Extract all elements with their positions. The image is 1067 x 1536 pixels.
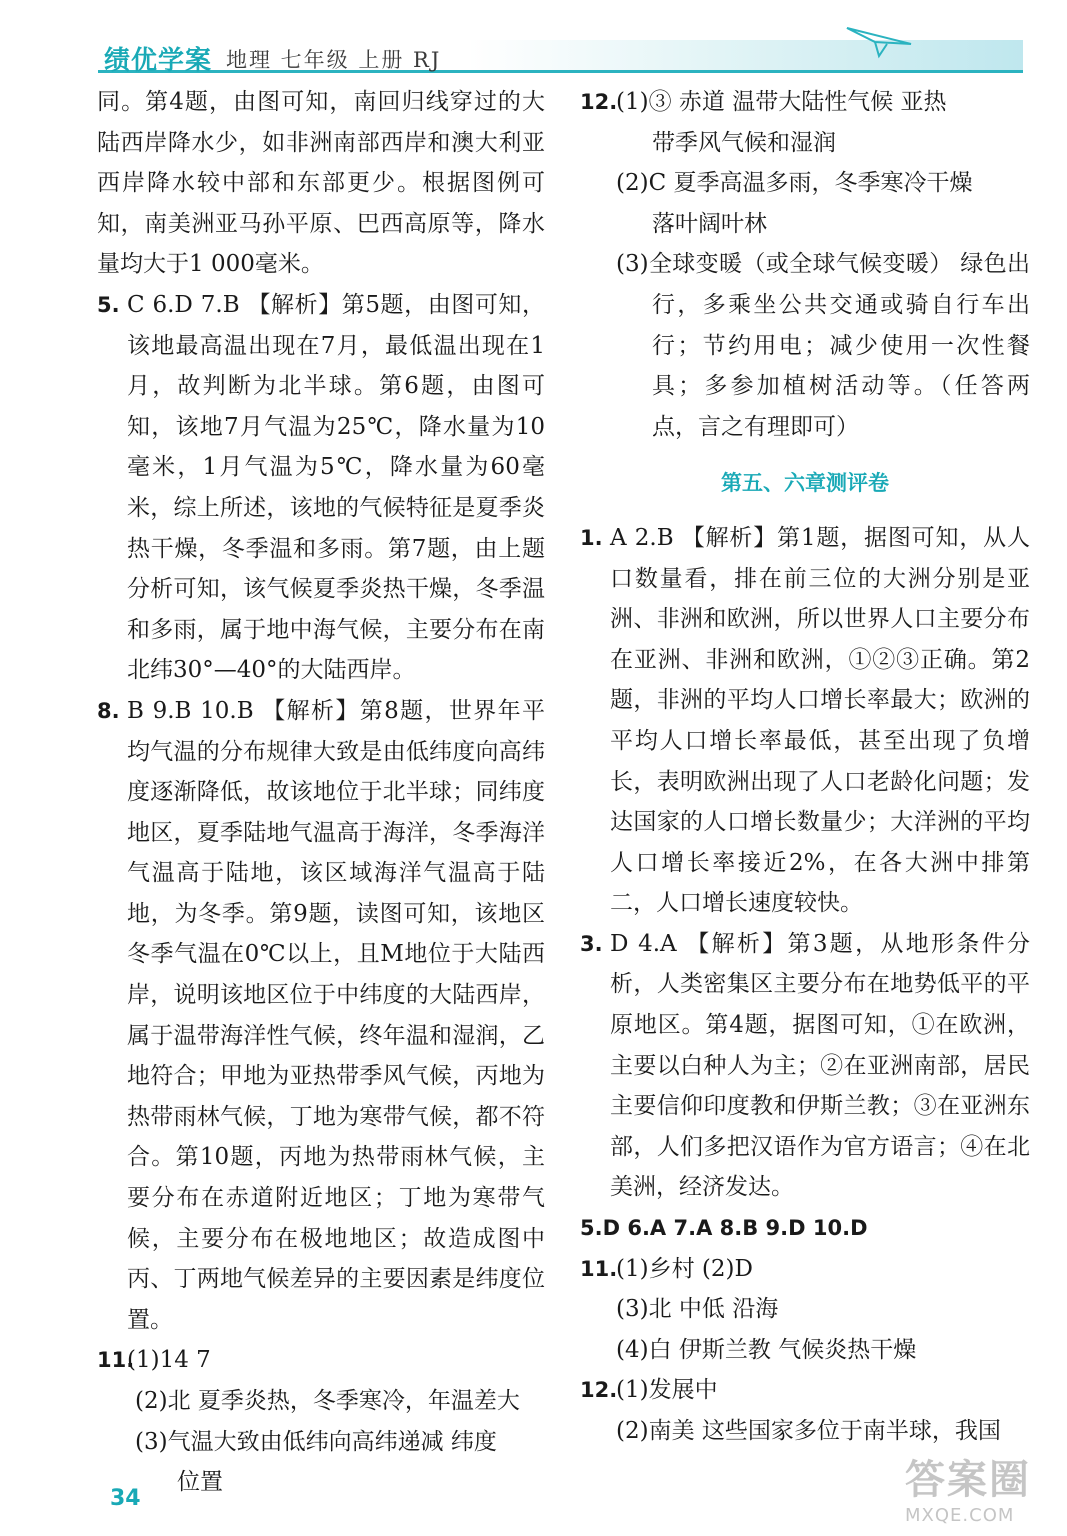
paragraph-continued: 同。第4题，由图可知，南回归线穿过的大陆西岸降水少，如非洲南部西岸和澳大利亚西岸降水较中部和东部更少。根据图例可知，南美洲亚马孙平原、巴西高原等，降水量均大于1 000毫米。	[97, 89, 545, 278]
page-header	[0, 0, 1067, 78]
question-number: 1.	[580, 525, 603, 550]
answer-block-5-7	[97, 285, 545, 691]
answer-paragraph: (3)全球变暖（或全球气候变暖） 绿色出行，多乘坐公共交通或骑自行车出行；节约用电；减少使用一次性餐具；多参加植树活动等。（任答两点，言之有理即可）	[616, 251, 1030, 440]
watermark-text: 答案圈	[905, 1457, 1031, 1503]
page-number: 34	[110, 1486, 141, 1511]
question-number: 3.	[580, 931, 603, 956]
answer-block-11	[580, 1249, 1030, 1290]
answer-line: (1)14 7	[127, 1347, 211, 1374]
answer-line: 位置	[177, 1469, 223, 1496]
right-column	[580, 82, 1030, 1452]
answer-block-12	[580, 82, 1030, 123]
answer-line: (1)③ 赤道 温带大陆性气候 亚热	[616, 89, 947, 115]
question-number: 11.	[580, 1256, 618, 1281]
answer-line: (2)南美 这些国家多位于南半球，我国	[616, 1418, 1001, 1444]
answer-block-11	[97, 1340, 545, 1381]
left-column	[97, 82, 545, 1503]
question-number: 5.	[97, 292, 120, 317]
answer-line: 带季风气候和湿润	[652, 129, 836, 156]
subject-label: 地理 七年级 上册 RJ	[226, 48, 442, 72]
paper-plane-icon	[845, 20, 915, 60]
answer-block-12b	[580, 1370, 1030, 1411]
brand-logo: 绩优学案	[104, 46, 213, 76]
answer-block-1-2	[580, 518, 1030, 924]
answer-line: 落叶阔叶林	[652, 210, 767, 237]
answer-line: (4)白 伊斯兰教 气候炎热干燥	[616, 1336, 917, 1363]
watermark-url: MXQE.COM	[905, 1505, 1015, 1526]
answer-text: A 2.B 【解析】第1题，据图可知，从人口数量看，排在前三位的大洲分别是亚洲、非洲和欧洲，所以世界人口主要分布在亚洲、非洲和欧洲，①②③正确。第2题，非洲的平均人口增长率最大；欧洲的平均人口增长率最低，甚至出现了负增长，表明欧洲出现了人口老龄化问题；发达国家的人口增长数量少；大洋洲的平均人口增长率接近2%，在各大洲中排第二，人口增长速度较快。	[610, 524, 1030, 917]
section-title: 第五、六章测评卷	[721, 471, 889, 496]
answer-text: D 4.A 【解析】第3题，从地形条件分析，人类密集区主要分布在地势低平的平原地区。第4题，据图可知，①在欧洲，主要以白种人为主；②在亚洲南部，居民主要信仰印度教和伊斯兰教；③在亚洲东部，人们多把汉语作为官方语言；④在北美洲，经济发达。	[610, 930, 1030, 1201]
answer-line: (2)C 夏季高温多雨，冬季寒冷干燥	[616, 170, 973, 197]
question-number: 12.	[580, 90, 618, 114]
answer-line: (3)气温大致由低纬向高纬递减 纬度	[135, 1428, 497, 1455]
answer-line-5-10: 5.D 6.A 7.A 8.B 9.D 10.D	[580, 1216, 868, 1241]
watermark-logo	[905, 1448, 1055, 1528]
answer-block-8-10	[97, 691, 545, 1341]
answer-text: B 9.B 10.B 【解析】第8题，世界年平均气温的分布规律大致是由低纬度向高纬度逐渐降低，故该地位于北半球；同纬度地区，夏季陆地气温高于海洋，冬季海洋气温高于陆地，该区域海洋气温高于陆地，为冬季。第9题，读图可知，该地区冬季气温在0℃以上，且M地位于大陆西岸，说明该地区位于中纬度的大陆西岸，属于温带海洋性气候，终年温和湿润，乙地符合；甲地为亚热带季风气候，丙地为热带雨林气候，丁地为寒带气候，都不符合。第10题，丙地为热带雨林气候，主要分布在赤道附近地区；丁地为寒带气候，主要分布在极地地区；故造成图中丙、丁两地气候差异的主要因素是纬度位置。	[127, 697, 545, 1333]
answer-line: (1)乡村 (2)D	[616, 1255, 753, 1282]
answer-line: (2)北 夏季炎热，冬季寒冷，年温差大	[135, 1388, 520, 1414]
question-number: 12.	[580, 1378, 618, 1403]
question-number: 8.	[97, 698, 120, 723]
answer-block-3-4	[580, 924, 1030, 1208]
answer-line: (3)北 中低 沿海	[616, 1296, 779, 1323]
answer-text: C 6.D 7.B 【解析】第5题，由图可知，该地最高温出现在7月，最低温出现在1月，故判断为北半球。第6题，由图可知，该地7月气温为25℃，降水量为10毫米，1月气温为5℃，降水量为60毫米，综上所述，该地的气候特征是夏季炎热干燥，冬季温和多雨。第7题，由上题分析可知，该气候夏季炎热干燥，冬季温和多雨，属于地中海气候，主要分布在南北纬30°—40°的大陆西岸。	[127, 291, 545, 684]
answer-line: (1)发展中	[616, 1377, 718, 1404]
question-number: 11.	[97, 1348, 135, 1373]
